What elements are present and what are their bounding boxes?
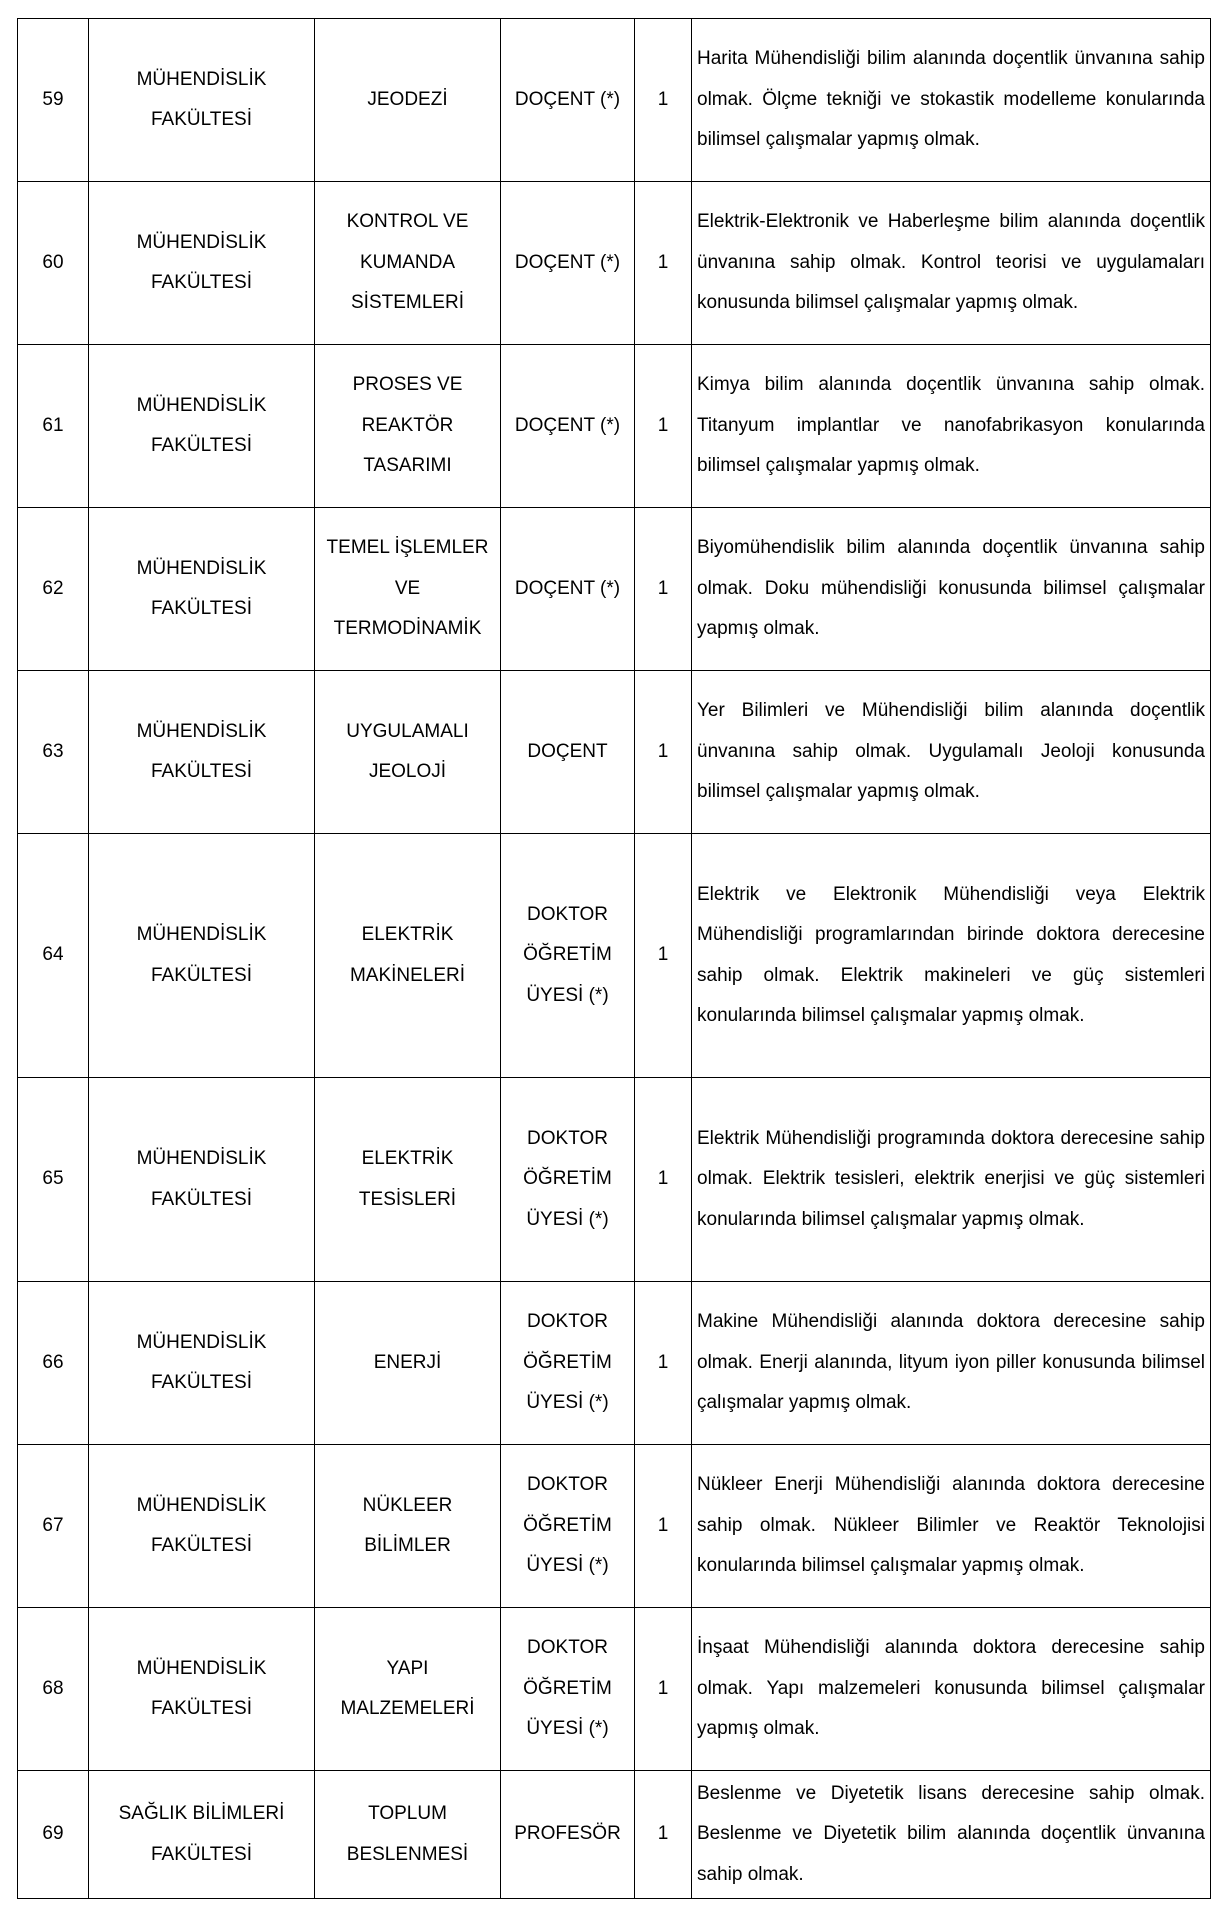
requirement-cell: Nükleer Enerji Mühendisliği alanında doktora derecesine sahip olmak. Nükleer Bilimler ve Reaktör Teknolojisi konularında bilimsel çalışmalar yapmış olmak. [692,1445,1211,1608]
requirement-cell: Elektrik-Elektronik ve Haberleşme bilim alanında doçentlik ünvanına sahip olmak. Kontrol teorisi ve uygulamaları konusunda bilimsel çalışmalar yapmış olmak. [692,182,1211,345]
requirement-cell: Kimya bilim alanında doçentlik ünvanına sahip olmak. Titanyum implantlar ve nanofabrikasyon konularında bilimsel çalışmalar yapmış olmak. [692,345,1211,508]
requirement-cell: Beslenme ve Diyetetik lisans derecesine sahip olmak. Beslenme ve Diyetetik bilim alanında doçentlik ünvanına sahip olmak. [692,1771,1211,1899]
requirement-cell: İnşaat Mühendisliği alanında doktora derecesine sahip olmak. Yapı malzemeleri konusunda bilimsel çalışmalar yapmış olmak. [692,1608,1211,1771]
faculty-cell: MÜHENDİSLİK FAKÜLTESİ [89,1445,315,1608]
row-number: 60 [18,182,89,345]
requirement-cell: Biyomühendislik bilim alanında doçentlik ünvanına sahip olmak. Doku mühendisliği konusunda bilimsel çalışmalar yapmış olmak. [692,508,1211,671]
department-cell: ELEKTRİK TESİSLERİ [315,1078,501,1282]
count-cell: 1 [635,508,692,671]
requirement-cell: Yer Bilimleri ve Mühendisliği bilim alanında doçentlik ünvanına sahip olmak. Uygulamalı Jeoloji konusunda bilimsel çalışmalar yapmış olmak. [692,671,1211,834]
row-number: 62 [18,508,89,671]
row-number: 66 [18,1282,89,1445]
count-cell: 1 [635,345,692,508]
title-cell: PROFESÖR [501,1771,635,1899]
table-row [18,1078,1211,1282]
department-cell: YAPI MALZEMELERİ [315,1608,501,1771]
faculty-cell: MÜHENDİSLİK FAKÜLTESİ [89,1282,315,1445]
faculty-cell: MÜHENDİSLİK FAKÜLTESİ [89,834,315,1078]
title-cell: DOKTOR ÖĞRETİM ÜYESİ (*) [501,1445,635,1608]
title-cell: DOKTOR ÖĞRETİM ÜYESİ (*) [501,1282,635,1445]
table-row [18,834,1211,1078]
faculty-cell: MÜHENDİSLİK FAKÜLTESİ [89,671,315,834]
count-cell: 1 [635,1771,692,1899]
requirement-cell: Elektrik Mühendisliği programında doktora derecesine sahip olmak. Elektrik tesisleri, elektrik enerjisi ve güç sistemleri konularında bilimsel çalışmalar yapmış olmak. [692,1078,1211,1282]
table-row [18,1282,1211,1445]
title-cell: DOÇENT (*) [501,508,635,671]
faculty-cell: MÜHENDİSLİK FAKÜLTESİ [89,508,315,671]
department-cell: PROSES VE REAKTÖR TASARIMI [315,345,501,508]
table-row [18,1771,1211,1899]
title-cell: DOÇENT [501,671,635,834]
table-row [18,671,1211,834]
count-cell: 1 [635,1445,692,1608]
count-cell: 1 [635,1282,692,1445]
department-cell: ELEKTRİK MAKİNELERİ [315,834,501,1078]
department-cell: NÜKLEER BİLİMLER [315,1445,501,1608]
faculty-cell: MÜHENDİSLİK FAKÜLTESİ [89,345,315,508]
department-cell: KONTROL VE KUMANDA SİSTEMLERİ [315,182,501,345]
row-number: 65 [18,1078,89,1282]
department-cell: TOPLUM BESLENMESİ [315,1771,501,1899]
faculty-cell: MÜHENDİSLİK FAKÜLTESİ [89,1078,315,1282]
department-cell: JEODEZİ [315,19,501,182]
faculty-cell: SAĞLIK BİLİMLERİ FAKÜLTESİ [89,1771,315,1899]
row-number: 59 [18,19,89,182]
title-cell: DOKTOR ÖĞRETİM ÜYESİ (*) [501,1078,635,1282]
count-cell: 1 [635,19,692,182]
row-number: 69 [18,1771,89,1899]
count-cell: 1 [635,1608,692,1771]
title-cell: DOKTOR ÖĞRETİM ÜYESİ (*) [501,1608,635,1771]
count-cell: 1 [635,182,692,345]
row-number: 61 [18,345,89,508]
count-cell: 1 [635,1078,692,1282]
count-cell: 1 [635,834,692,1078]
table-row [18,1608,1211,1771]
title-cell: DOKTOR ÖĞRETİM ÜYESİ (*) [501,834,635,1078]
row-number: 68 [18,1608,89,1771]
row-number: 63 [18,671,89,834]
count-cell: 1 [635,671,692,834]
row-number: 67 [18,1445,89,1608]
department-cell: ENERJİ [315,1282,501,1445]
title-cell: DOÇENT (*) [501,182,635,345]
title-cell: DOÇENT (*) [501,19,635,182]
requirement-cell: Harita Mühendisliği bilim alanında doçentlik ünvanına sahip olmak. Ölçme tekniği ve stokastik modelleme konularında bilimsel çalışmalar yapmış olmak. [692,19,1211,182]
faculty-position-table [17,18,1211,1899]
faculty-cell: MÜHENDİSLİK FAKÜLTESİ [89,19,315,182]
table-row [18,1445,1211,1608]
faculty-cell: MÜHENDİSLİK FAKÜLTESİ [89,182,315,345]
table-row [18,345,1211,508]
table-row [18,182,1211,345]
requirement-cell: Makine Mühendisliği alanında doktora derecesine sahip olmak. Enerji alanında, lityum iyon piller konusunda bilimsel çalışmalar yapmış olmak. [692,1282,1211,1445]
faculty-cell: MÜHENDİSLİK FAKÜLTESİ [89,1608,315,1771]
department-cell: TEMEL İŞLEMLER VE TERMODİNAMİK [315,508,501,671]
title-cell: DOÇENT (*) [501,345,635,508]
row-number: 64 [18,834,89,1078]
department-cell: UYGULAMALI JEOLOJİ [315,671,501,834]
table-row [18,508,1211,671]
table-row [18,19,1211,182]
requirement-cell: Elektrik ve Elektronik Mühendisliği veya Elektrik Mühendisliği programlarından birinde doktora derecesine sahip olmak. Elektrik makineleri ve güç sistemleri konularında bilimsel çalışmalar yapmış olmak. [692,834,1211,1078]
